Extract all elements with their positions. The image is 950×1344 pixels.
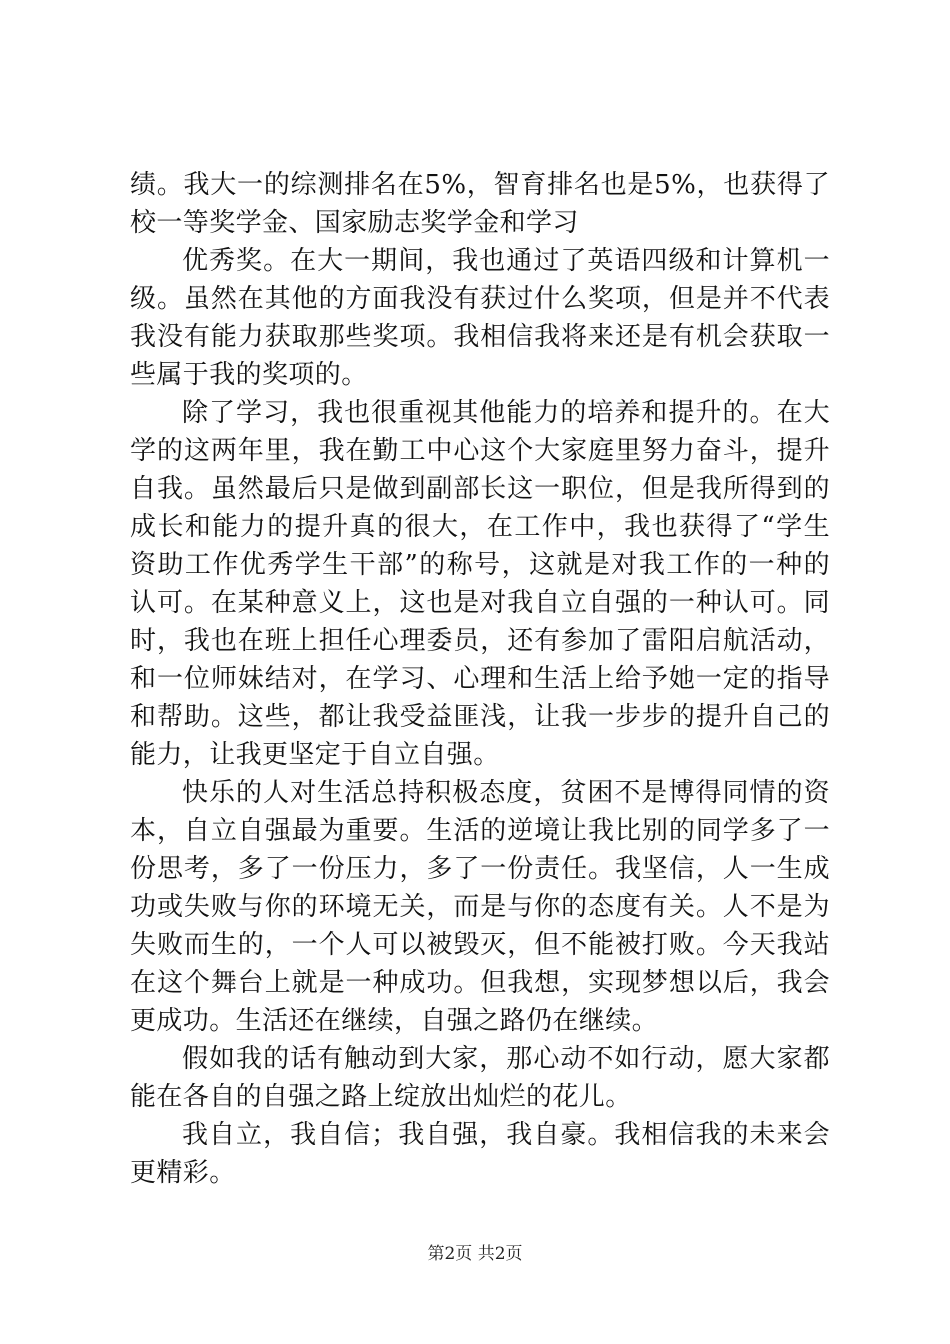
paragraph-closing: 我自立，我自信；我自强，我自豪。我相信我的未来会更精彩。 [130, 1120, 830, 1188]
paragraph-continuation: 绩。我大一的综测排名在5%，智育排名也是5%，也获得了校一等奖学金、国家励志奖学金和学习 [130, 170, 830, 238]
paragraph-awards: 优秀奖。在大一期间，我也通过了英语四级和计算机一级。虽然在其他的方面我没有获过什么奖项，但是并不代表我没有能力获取那些奖项。我相信我将来还是有机会获取一些属于我的奖项的。 [130, 246, 830, 390]
page-number-footer: 第2页 共2页 [427, 1244, 523, 1264]
paragraph-attitude: 快乐的人对生活总持积极态度，贫困不是博得同情的资本，自立自强最为重要。生活的逆境让我比别的同学多了一份思考，多了一份压力，多了一份责任。我坚信，人一生成功或失败与你的环境无关，而是与你的态度有关。人不是为失败而生的，一个人可以被毁灭，但不能被打败。今天我站在这个舞台上就是一种成功。但我想，实现梦想以后，我会更成功。生活还在继续，自强之路仍在继续。 [130, 778, 830, 1036]
document-body [130, 166, 830, 1192]
paragraph-call-to-action: 假如我的话有触动到大家，那心动不如行动，愿大家都能在各自的自强之路上绽放出灿烂的花儿。 [130, 1044, 830, 1112]
paragraph-abilities: 除了学习，我也很重视其他能力的培养和提升的。在大学的这两年里，我在勤工中心这个大家庭里努力奋斗，提升自我。虽然最后只是做到副部长这一职位，但是我所得到的成长和能力的提升真的很大，在工作中，我也获得了“学生资助工作优秀学生干部”的称号，这就是对我工作的一种的认可。在某种意义上，这也是对我自立自强的一种认可。同时，我也在班上担任心理委员，还有参加了雷阳启航活动，和一位师妹结对，在学习、心理和生活上给予她一定的指导和帮助。这些，都让我受益匪浅，让我一步步的提升自己的能力，让我更坚定于自立自强。 [130, 398, 830, 770]
